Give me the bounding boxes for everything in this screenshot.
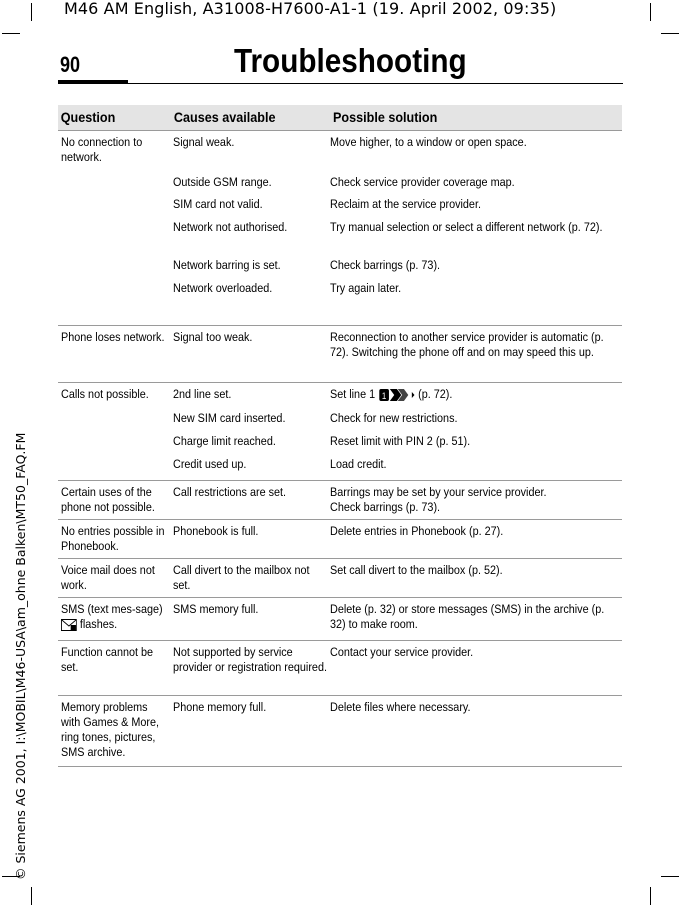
question-cell: No connection to network. (61, 135, 143, 164)
table-row (170, 387, 622, 411)
table-row (170, 700, 622, 715)
solution-cell: Delete files where necessary. (330, 700, 471, 714)
solution-line-2: Check barrings (p. 73). (330, 500, 441, 514)
table-row (170, 281, 622, 301)
cause-cell: Call restrictions are set. (173, 485, 287, 499)
table-group (58, 640, 622, 695)
table-row (170, 563, 622, 593)
solution-cell: Check service provider coverage map. (330, 175, 515, 189)
solution-cell: Check barrings (p. 73). (330, 258, 441, 272)
nav-key-icon (378, 388, 415, 402)
table-group (58, 382, 622, 480)
question-cell: Calls not possible. (61, 387, 149, 401)
table-group (58, 519, 622, 558)
solution-line-1: Barrings may be set by your service provider. (330, 485, 547, 499)
solution-cell (330, 485, 618, 515)
column-header-solution: Possible solution (333, 109, 438, 125)
table-group (58, 325, 622, 382)
solution-cell (330, 387, 452, 402)
table-row (170, 175, 622, 197)
cause-cell: Call divert to the mailbox not set. (173, 563, 310, 592)
crop-mark (31, 3, 32, 21)
page-title: Troubleshooting (234, 42, 467, 79)
table-row (170, 434, 622, 457)
cause-cell: Charge limit reached. (173, 434, 276, 448)
crop-mark (661, 33, 679, 34)
question-cell: Certain uses of the phone not possible. (61, 485, 155, 514)
crop-mark (2, 33, 20, 34)
svg-text:1: 1 (381, 390, 387, 401)
cause-cell: Outside GSM range. (173, 175, 272, 189)
question-cell: No entries possible in Phonebook. (61, 524, 165, 553)
solution-cell: Load credit. (330, 457, 387, 471)
table-row (170, 258, 622, 281)
document-meta-line: M46 AM English, A31008-H7600-A1-1 (19. April 2002, 09:35) (64, 0, 557, 18)
solution-cell: Reclaim at the service provider. (330, 197, 481, 211)
table-group (58, 695, 622, 767)
table-row (170, 602, 622, 632)
column-header-causes: Causes available (173, 109, 276, 125)
table-row (170, 220, 622, 258)
question-prefix: SMS (text mes-sage) (61, 602, 163, 616)
solution-cell: Contact your service provider. (330, 645, 474, 659)
table-row (170, 330, 622, 360)
page-number: 90 (60, 52, 81, 77)
table-group (58, 558, 622, 597)
cause-cell: Network barring is set. (173, 258, 281, 272)
table-row (170, 411, 622, 434)
crop-mark (650, 887, 651, 905)
solution-cell: Move higher, to a window or open space. (330, 135, 527, 149)
cause-cell: Phonebook is full. (173, 524, 259, 538)
question-cell (61, 602, 169, 632)
cause-cell: SIM card not valid. (173, 197, 263, 211)
sms-envelope-icon (61, 619, 77, 631)
question-suffix: flashes. (79, 617, 118, 631)
solution-cell: Delete (p. 32) or store messages (SMS) in the archive (p. 32) to make room. (330, 602, 605, 631)
question-cell: Phone loses network. (61, 330, 165, 344)
solution-cell: Try manual selection or select a different network (p. 72). (330, 220, 603, 234)
cause-cell: New SIM card inserted. (173, 411, 286, 425)
solution-cell: Set call divert to the mailbox (p. 52). (330, 563, 503, 577)
question-cell: Memory problems with Games & More, ring tones, pictures, SMS archive. (61, 700, 160, 759)
cause-cell: Credit used up. (173, 457, 247, 471)
table-row (170, 197, 622, 220)
cause-cell: Phone memory full. (173, 700, 267, 714)
table-group (58, 597, 622, 640)
cause-cell: SMS memory full. (173, 602, 259, 616)
question-cell: Voice mail does not work. (61, 563, 155, 592)
title-rule (58, 83, 623, 84)
table-row (170, 485, 622, 515)
cause-cell: Not supported by service provider or registration required. (173, 645, 327, 674)
solution-cell: Reset limit with PIN 2 (p. 51). (330, 434, 471, 448)
table-group (58, 130, 622, 325)
question-cell: Function cannot be set. (61, 645, 154, 674)
crop-mark (650, 3, 651, 21)
cause-cell: Signal weak. (173, 135, 235, 149)
column-header-question: Question (60, 109, 116, 125)
table-row (170, 457, 622, 477)
solution-cell: Delete entries in Phonebook (p. 27). (330, 524, 504, 538)
cause-cell: Network overloaded. (173, 281, 273, 295)
troubleshooting-table (58, 105, 622, 767)
cause-cell: Network not authorised. (173, 220, 288, 234)
solution-cell: Try again later. (330, 281, 402, 295)
table-row (170, 524, 622, 539)
table-group (58, 480, 622, 519)
table-row (170, 135, 622, 175)
cause-cell: 2nd line set. (173, 387, 232, 401)
solution-cell: Check for new restrictions. (330, 411, 458, 425)
table-row (170, 645, 622, 675)
copyright-side-text: © Siemens AG 2001, I:\MOBIL\M46-USA\am_ohne Balken\MT50_FAQ.FM (13, 432, 28, 880)
table-header (58, 105, 622, 130)
solution-prefix: Set line 1 (330, 387, 376, 401)
crop-mark (31, 887, 32, 905)
cause-cell: Signal too weak. (173, 330, 253, 344)
crop-mark (661, 876, 679, 877)
solution-cell: Reconnection to another service provider is automatic (p. 72). Switching the phone off and on may speed this up. (330, 330, 604, 359)
solution-suffix: (p. 72). (418, 387, 453, 401)
